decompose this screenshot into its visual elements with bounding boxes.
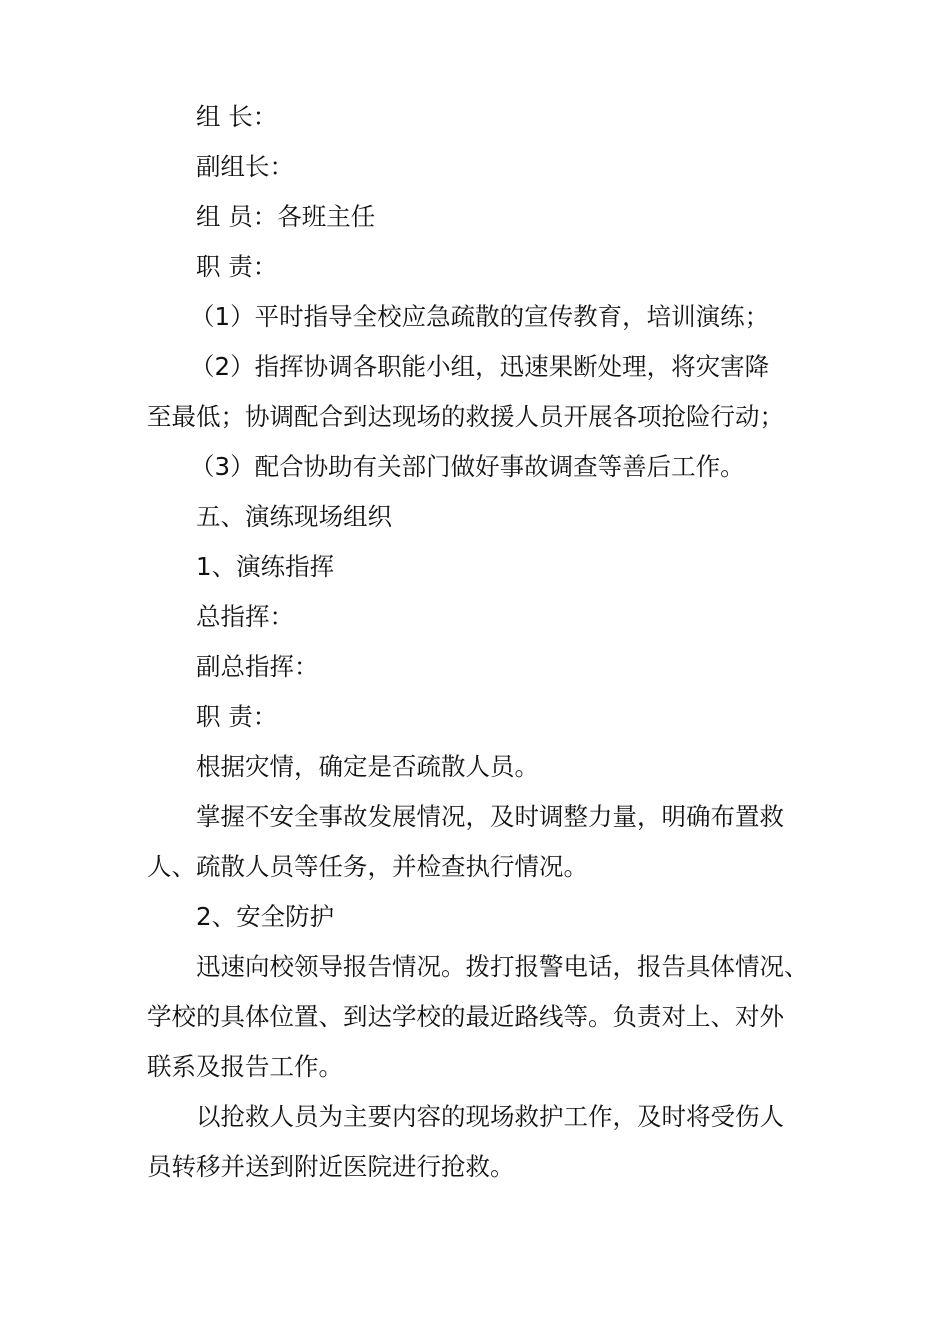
paragraph-report-line-2: 学校的具体位置、到达学校的最近路线等。负责对上、对外	[147, 1002, 784, 1031]
group-leader-line: 组 长：	[196, 102, 278, 131]
duty-item-2-line-1: （2）指挥协调各职能小组，迅速果断处理，将灾害降	[190, 352, 770, 381]
commander-line: 总指挥：	[196, 602, 294, 631]
duties-heading-2: 职 责：	[196, 702, 278, 731]
duty-item-2-line-2: 至最低；协调配合到达现场的救援人员开展各项抢险行动；	[147, 402, 784, 431]
paragraph-situation-line-2: 人、疏散人员等任务，并检查执行情况。	[147, 852, 588, 881]
deputy-leader-line: 副组长：	[196, 152, 294, 181]
subsection-heading-2: 2、安全防护	[196, 902, 335, 931]
paragraph-situation-line-1: 掌握不安全事故发展情况，及时调整力量，明确布置救	[196, 802, 784, 831]
group-member-line: 组 员：各班主任	[196, 202, 376, 231]
section-heading-5: 五、演练现场组织	[196, 502, 392, 531]
duty-item-3: （3）配合协助有关部门做好事故调查等善后工作。	[190, 452, 745, 481]
duty-item-1: （1）平时指导全校应急疏散的宣传教育，培训演练；	[190, 302, 770, 331]
deputy-commander-line: 副总指挥：	[196, 652, 319, 681]
paragraph-rescue-line-1: 以抢救人员为主要内容的现场救护工作，及时将受伤人	[196, 1102, 784, 1131]
paragraph-report-line-1: 迅速向校领导报告情况。拨打报警电话，报告具体情况、	[196, 952, 809, 981]
paragraph-report-line-3: 联系及报告工作。	[147, 1052, 343, 1081]
paragraph-rescue-line-2: 员转移并送到附近医院进行抢救。	[147, 1152, 515, 1181]
subsection-heading-1: 1、演练指挥	[196, 552, 335, 581]
duties-heading: 职 责：	[196, 252, 278, 281]
document-body	[147, 92, 807, 1192]
paragraph-evacuation-decision: 根据灾情，确定是否疏散人员。	[196, 752, 539, 781]
